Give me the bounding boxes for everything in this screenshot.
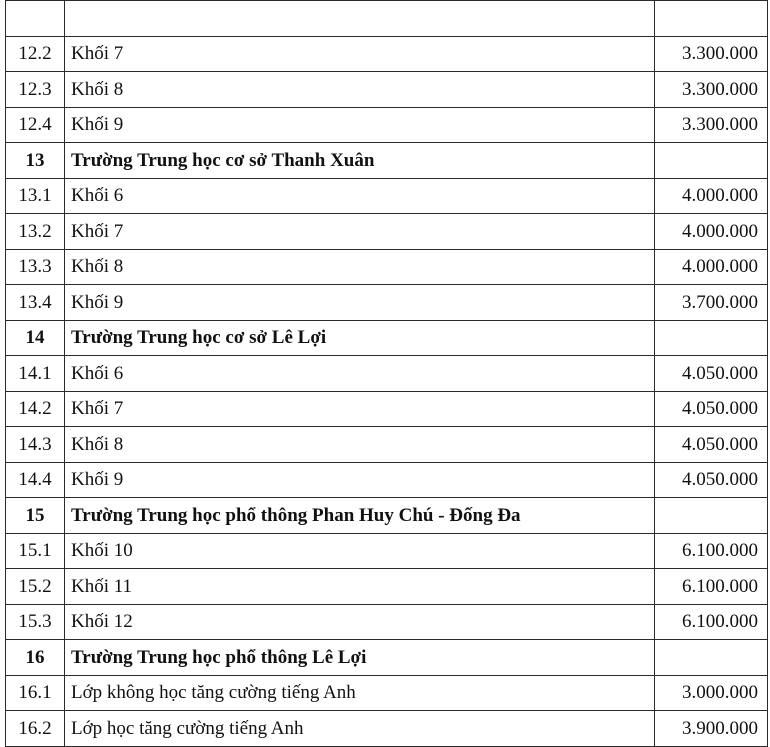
table-row bbox=[6, 462, 768, 498]
table-row bbox=[6, 711, 768, 747]
row-number: 13.3 bbox=[6, 249, 65, 285]
row-number: 12.4 bbox=[6, 107, 65, 143]
fee-amount bbox=[655, 640, 768, 676]
row-number: 14.1 bbox=[6, 356, 65, 392]
grade-name: Khối 8 bbox=[65, 249, 655, 285]
grade-name: Khối 7 bbox=[65, 391, 655, 427]
cropped-cell bbox=[6, 1, 65, 37]
fee-amount bbox=[655, 143, 768, 179]
fee-amount: 4.000.000 bbox=[655, 249, 768, 285]
tuition-fee-table-body bbox=[6, 1, 768, 747]
grade-name: Khối 7 bbox=[65, 36, 655, 72]
grade-name: Khối 7 bbox=[65, 214, 655, 250]
table-row bbox=[6, 356, 768, 392]
grade-name: Khối 6 bbox=[65, 356, 655, 392]
tuition-fee-table bbox=[5, 0, 768, 747]
row-number: 16.1 bbox=[6, 675, 65, 711]
row-number: 16.2 bbox=[6, 711, 65, 747]
grade-name: Khối 11 bbox=[65, 569, 655, 605]
grade-name: Khối 8 bbox=[65, 72, 655, 108]
row-number: 13.2 bbox=[6, 214, 65, 250]
cropped-cell bbox=[65, 1, 655, 37]
row-number: 15.1 bbox=[6, 533, 65, 569]
fee-amount: 3.000.000 bbox=[655, 675, 768, 711]
fee-amount: 6.100.000 bbox=[655, 604, 768, 640]
row-number: 14 bbox=[6, 320, 65, 356]
table-row-cropped-top bbox=[6, 1, 768, 37]
row-number: 13 bbox=[6, 143, 65, 179]
fee-amount: 4.050.000 bbox=[655, 356, 768, 392]
grade-name: Khối 9 bbox=[65, 107, 655, 143]
fee-amount bbox=[655, 320, 768, 356]
grade-name: Khối 12 bbox=[65, 604, 655, 640]
table-row bbox=[6, 533, 768, 569]
grade-name: Lớp không học tăng cường tiếng Anh bbox=[65, 675, 655, 711]
grade-name: Khối 9 bbox=[65, 462, 655, 498]
school-name: Trường Trung học cơ sở Lê Lợi bbox=[65, 320, 655, 356]
school-name: Trường Trung học cơ sở Thanh Xuân bbox=[65, 143, 655, 179]
school-heading-row bbox=[6, 498, 768, 534]
row-number: 14.4 bbox=[6, 462, 65, 498]
table-row bbox=[6, 427, 768, 463]
grade-name: Lớp học tăng cường tiếng Anh bbox=[65, 711, 655, 747]
fee-amount: 6.100.000 bbox=[655, 569, 768, 605]
row-number: 15.2 bbox=[6, 569, 65, 605]
school-name: Trường Trung học phổ thông Phan Huy Chú - Đống Đa bbox=[65, 498, 655, 534]
fee-amount: 3.300.000 bbox=[655, 72, 768, 108]
fee-amount: 4.000.000 bbox=[655, 214, 768, 250]
table-row bbox=[6, 36, 768, 72]
table-row bbox=[6, 72, 768, 108]
row-number: 15.3 bbox=[6, 604, 65, 640]
row-number: 13.1 bbox=[6, 178, 65, 214]
table-row bbox=[6, 604, 768, 640]
row-number: 12.2 bbox=[6, 36, 65, 72]
table-row bbox=[6, 569, 768, 605]
fee-amount: 3.700.000 bbox=[655, 285, 768, 321]
table-row bbox=[6, 391, 768, 427]
table-row bbox=[6, 249, 768, 285]
grade-name: Khối 8 bbox=[65, 427, 655, 463]
grade-name: Khối 6 bbox=[65, 178, 655, 214]
school-name: Trường Trung học phổ thông Lê Lợi bbox=[65, 640, 655, 676]
fee-amount: 4.050.000 bbox=[655, 391, 768, 427]
fee-amount bbox=[655, 498, 768, 534]
fee-amount: 4.050.000 bbox=[655, 462, 768, 498]
school-heading-row bbox=[6, 320, 768, 356]
fee-amount: 3.300.000 bbox=[655, 107, 768, 143]
table-row bbox=[6, 107, 768, 143]
table-row bbox=[6, 178, 768, 214]
table-row bbox=[6, 675, 768, 711]
fee-amount: 3.300.000 bbox=[655, 36, 768, 72]
row-number: 13.4 bbox=[6, 285, 65, 321]
row-number: 12.3 bbox=[6, 72, 65, 108]
row-number: 14.2 bbox=[6, 391, 65, 427]
table-row bbox=[6, 214, 768, 250]
grade-name: Khối 10 bbox=[65, 533, 655, 569]
school-heading-row bbox=[6, 143, 768, 179]
row-number: 15 bbox=[6, 498, 65, 534]
grade-name: Khối 9 bbox=[65, 285, 655, 321]
row-number: 16 bbox=[6, 640, 65, 676]
school-heading-row bbox=[6, 640, 768, 676]
row-number: 14.3 bbox=[6, 427, 65, 463]
table-row bbox=[6, 285, 768, 321]
fee-amount: 3.900.000 bbox=[655, 711, 768, 747]
fee-amount: 6.100.000 bbox=[655, 533, 768, 569]
cropped-cell bbox=[655, 1, 768, 37]
fee-amount: 4.000.000 bbox=[655, 178, 768, 214]
fee-amount: 4.050.000 bbox=[655, 427, 768, 463]
